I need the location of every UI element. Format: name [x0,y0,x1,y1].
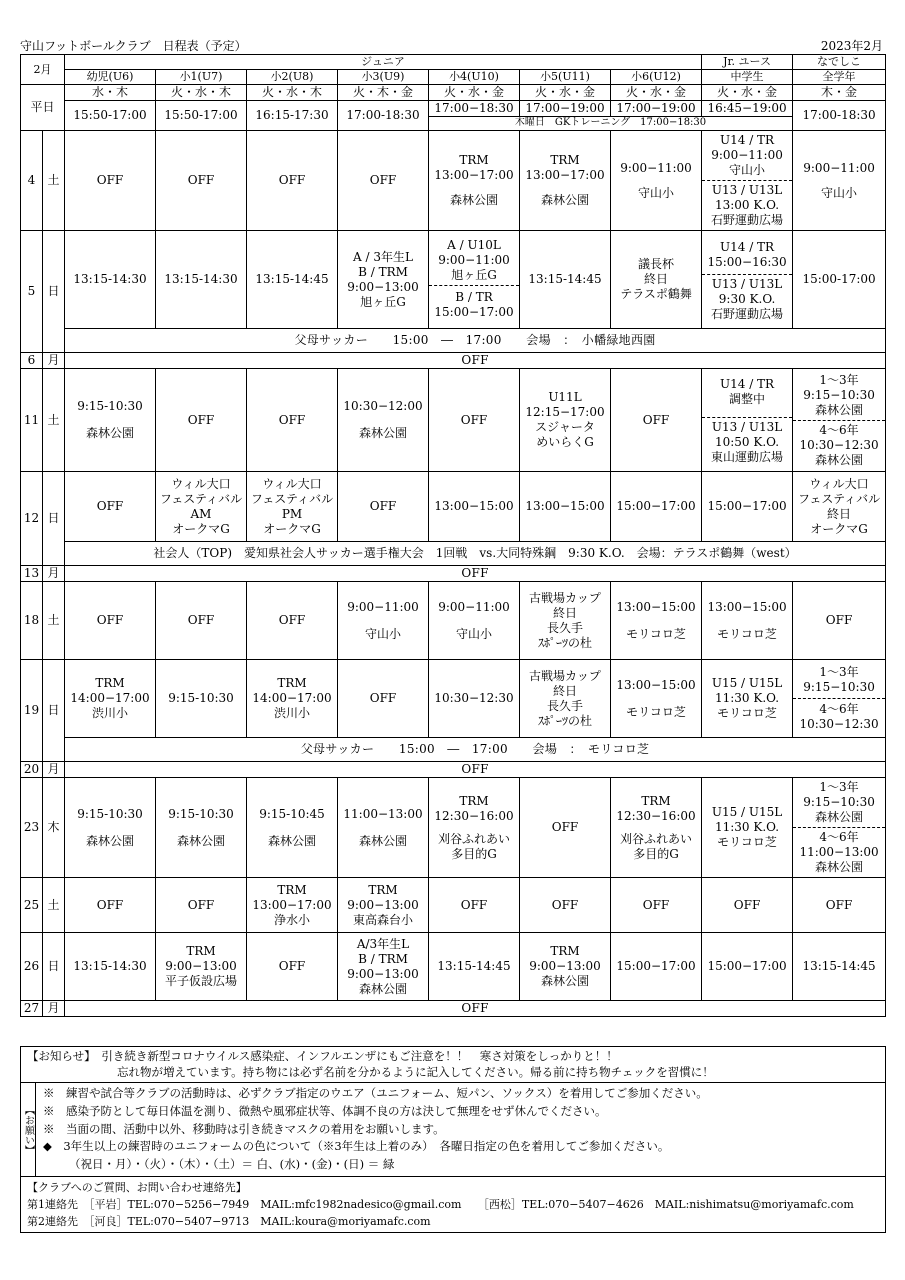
schedule-cell: ウィル大口 フェスティバル 終日 オークマG [793,472,886,542]
schedule-table [20,54,886,1017]
schedule-cell: OFF [65,472,156,542]
schedule-cell: 13:15-14:45 [793,933,886,1001]
off-banner: OFF [65,353,886,369]
schedule-cell: 11:00−13:00 森林公園 [338,778,429,878]
schedule-cell: 13:15-14:45 [429,933,520,1001]
schedule-cell: U15 / U15L 11:30 K.O. モリコロ芝 [702,778,793,878]
schedule-cell: 15:00-17:00 [793,231,886,329]
schedule-cell: OFF [611,369,702,472]
dow-cell: 土 [43,369,65,472]
class-header: 幼児(U6) [65,70,156,85]
notice-box [20,1046,886,1233]
schedule-cell: OFF [429,878,520,933]
schedule-cell: 議長杯 終日 テラスポ鶴舞 [611,231,702,329]
dow-cell: 月 [43,762,65,778]
date-cell: 25 [21,878,43,933]
schedule-cell: OFF [156,131,247,231]
dow-cell: 日 [43,472,65,566]
class-header: 小1(U7) [156,70,247,85]
page-date: 2023年2月 [820,39,883,53]
class-header-row [21,70,886,85]
date-cell: 19 [21,660,43,762]
schedule-cell: 13:15-14:30 [65,231,156,329]
schedule-cell: 13:15-14:30 [65,933,156,1001]
contact-section [21,1177,885,1232]
schedule-cell: 13:15-14:45 [247,231,338,329]
event-banner: 社会人（TOP) 愛知県社会人サッカー選手権大会 1回戦 vs.大同特殊鋼 9:30 K.O. 会場：テラスポ鶴舞（west） [65,542,886,566]
dow-cell: 月 [43,566,65,582]
class-header: 全学年 [793,70,886,85]
schedule-cell: TRM 12:30−16:00 刈谷ふれあい 多目的G [429,778,520,878]
dow-cell: 日 [43,660,65,762]
schedule-cell-split: 1〜3年 9:15−10:30 森林公園 4〜6年 11:00−13:00 森林公園 [793,778,886,878]
weekday-days: 火・水・金 [520,85,611,101]
event-banner: 父母サッカー 15:00 ― 17:00 会場 ： モリコロ芝 [65,738,886,762]
schedule-cell: TRM 14:00−17:00 渋川小 [247,660,338,738]
date-cell: 13 [21,566,43,582]
schedule-cell: 15:00−17:00 [611,933,702,1001]
weekday-time: 17:00−19:00 [520,101,611,117]
weekday-time: 15:50-17:00 [65,101,156,131]
dow-cell: 月 [43,1001,65,1017]
dow-cell: 木 [43,778,65,878]
weekday-days: 火・水・金 [429,85,520,101]
schedule-cell: 9:15-10:30 森林公園 [65,778,156,878]
schedule-cell: OFF [156,582,247,660]
schedule-cell-split: U14 / TR 調整中 U13 / U13L 10:50 K.O. 東山運動広場 [702,369,793,472]
class-header: 小5(U11) [520,70,611,85]
weekday-label: 平日 [21,85,65,131]
schedule-cell: 10:30−12:30 [429,660,520,738]
group-nadeshiko: なでしこ [793,55,886,70]
schedule-cell: TRM 13:00−17:00 森林公園 [429,131,520,231]
schedule-cell: TRM 12:30−16:00 刈谷ふれあい 多目的G [611,778,702,878]
schedule-cell: 13:00−15:00 モリコロ芝 [702,582,793,660]
weekday-time: 17:00−18:30 [429,101,520,117]
date-cell: 4 [21,131,43,231]
schedule-cell: 9:00−11:00 守山小 [793,131,886,231]
schedule-cell-split: A / U10L 9:00−11:00 旭ヶ丘G B / TR 15:00−17:00 [429,231,520,329]
schedule-cell: OFF [247,582,338,660]
off-banner: OFF [65,566,886,582]
schedule-cell-split: 1〜3年 9:15−10:30 森林公園 4〜6年 10:30−12:30 森林公園 [793,369,886,472]
schedule-cell: TRM 14:00−17:00 渋川小 [65,660,156,738]
schedule-cell: 10:30−12:00 森林公園 [338,369,429,472]
request-item: （祝日・月）・（火）・（木）・（土）＝ 白、(水)・(金)・(日) ＝ 緑 [69,1157,395,1172]
class-header: 中学生 [702,70,793,85]
date-cell: 12 [21,472,43,566]
dow-cell: 日 [43,933,65,1001]
weekday-time: 16:45−19:00 [702,101,793,117]
schedule-cell: 9:15-10:30 [156,660,247,738]
contact-line: 第2連絡先 ［河良］TEL:070−5407−9713 MAIL:koura@moriyamafc.com [27,1215,431,1229]
schedule-cell-split: 1〜3年 9:15−10:30 4〜6年 10:30−12:30 [793,660,886,738]
event-banner: 父母サッカー 15:00 ― 17:00 会場 ： 小幡緑地西園 [65,329,886,353]
schedule-cell: A / 3年生L B / TRM 9:00−13:00 旭ヶ丘G [338,231,429,329]
schedule-cell: ウィル大口 フェスティバル AM オークマG [156,472,247,542]
class-header: 小6(U12) [611,70,702,85]
request-item: ※ 感染予防として毎日体温を測り、微熱や風邪症状等、体調不良の方は決して無理をせず休んでください。 [43,1103,607,1118]
schedule-cell: OFF [65,582,156,660]
weekday-days: 火・木・金 [338,85,429,101]
date-cell: 6 [21,353,43,369]
schedule-cell: 9:15-10:30 森林公園 [156,778,247,878]
schedule-cell: OFF [338,472,429,542]
schedule-cell: 13:00−15:00 モリコロ芝 [611,582,702,660]
contact-line: 第1連絡先 ［平岩］TEL:070−5256−7949 MAIL:mfc1982nadesico@gmail.com ［西松］TEL:070−5407−4626 MAIL:nishimatsu@moriyamafc.com [27,1198,854,1212]
off-banner: OFF [65,1001,886,1017]
request-item: ※ 当面の間、活動中以外、移動時は引き続きマスクの着用をお願いします。 [43,1121,445,1136]
schedule-cell: OFF [156,878,247,933]
date-cell: 18 [21,582,43,660]
schedule-cell-split: U14 / TR 9:00−11:00 守山小 U13 / U13L 13:00 K.O. 石野運動広場 [702,131,793,231]
date-cell: 23 [21,778,43,878]
schedule-cell: 13:00−15:00 [520,472,611,542]
schedule-cell: OFF [429,369,520,472]
weekday-days: 水・木 [65,85,156,101]
weekday-time: 15:50-17:00 [156,101,247,131]
schedule-cell: TRM 9:00−13:00 森林公園 [520,933,611,1001]
schedule-cell: OFF [793,582,886,660]
date-cell: 11 [21,369,43,472]
schedule-cell: ウィル大口 フェスティバル PM オークマG [247,472,338,542]
weekday-days: 火・水・木 [156,85,247,101]
dow-cell: 土 [43,582,65,660]
schedule-cell: TRM 9:00−13:00 平子仮設広場 [156,933,247,1001]
notice-label: 【お知らせ】 [27,1049,90,1063]
weekday-time: 17:00−19:00 [611,101,702,117]
weekday-time: 17:00-18:30 [793,101,886,131]
schedule-cell: 15:00−17:00 [702,472,793,542]
class-header: 小4(U10) [429,70,520,85]
weekday-days: 火・水・木 [247,85,338,101]
requests-section [21,1083,885,1177]
schedule-cell: 9:15-10:45 森林公園 [247,778,338,878]
weekday-days: 火・水・金 [611,85,702,101]
schedule-cell: 15:00−17:00 [611,472,702,542]
weekday-time: 17:00-18:30 [338,101,429,131]
schedule-cell: 9:00−11:00 守山小 [611,131,702,231]
schedule-cell: OFF [65,131,156,231]
off-banner: OFF [65,762,886,778]
schedule-cell: 古戦場カップ 終日 長久手 ｽﾎﾟｰﾂの杜 [520,582,611,660]
schedule-cell: OFF [793,878,886,933]
schedule-cell: OFF [338,660,429,738]
page-title: 守山フットボールクラブ 日程表（予定） [20,39,247,53]
schedule-cell: OFF [156,369,247,472]
schedule-cell: OFF [247,933,338,1001]
schedule-cell: OFF [247,369,338,472]
date-cell: 20 [21,762,43,778]
schedule-cell-split: U14 / TR 15:00−16:30 U13 / U13L 9:30 K.O. 石野運動広場 [702,231,793,329]
requests-label: 【お願い】 [21,1083,36,1176]
notice-line: 忘れ物が増えています。持ち物には必ず名前を分かるように記入してください。帰る前に持ち物チェックを習慣に！ [117,1064,714,1079]
date-cell: 27 [21,1001,43,1017]
schedule-cell: 13:00−15:00 モリコロ芝 [611,660,702,738]
schedule-cell: 13:00−15:00 [429,472,520,542]
group-junior: ジュニア [65,55,702,70]
schedule-cell: 9:00−11:00 守山小 [338,582,429,660]
dow-cell: 土 [43,878,65,933]
schedule-cell: U11L 12:15−17:00 スジャータ めいらくG [520,369,611,472]
schedule-cell: 15:00−17:00 [702,933,793,1001]
dow-cell: 日 [43,231,65,353]
schedule-cell: OFF [520,878,611,933]
schedule-cell: 13:15-14:30 [156,231,247,329]
date-cell: 5 [21,231,43,353]
dow-cell: 月 [43,353,65,369]
schedule-cell: OFF [702,878,793,933]
request-item: ※ 練習や試合等クラブの活動時は、必ずクラブ指定のウエア（ユニフォーム、短パン、ソックス）を着用してご参加ください。 [43,1086,708,1101]
schedule-cell: 13:15-14:45 [520,231,611,329]
schedule-cell: OFF [338,131,429,231]
schedule-cell: TRM 13:00−17:00 浄水小 [247,878,338,933]
month-cell: 2月 [21,55,65,85]
request-item: ◆ 3年生以上の練習時のユニフォームの色について（※3年生は上着のみ） 各曜日指定の色を着用してご参加ください。 [43,1139,670,1154]
schedule-cell: OFF [247,131,338,231]
schedule-cell: OFF [520,778,611,878]
weekday-days: 木・金 [793,85,886,101]
schedule-cell: A/3年生L B / TRM 9:00−13:00 森林公園 [338,933,429,1001]
class-header: 小3(U9) [338,70,429,85]
gk-training-note: 木曜日 GKトレーニング 17:00−18:30 [429,117,793,131]
date-cell: 26 [21,933,43,1001]
schedule-cell: 古戦場カップ 終日 長久手 ｽﾎﾟｰﾂの杜 [520,660,611,738]
weekday-time: 16:15-17:30 [247,101,338,131]
dow-cell: 土 [43,131,65,231]
schedule-cell: U15 / U15L 11:30 K.O. モリコロ芝 [702,660,793,738]
notice-line: 引き続き新型コロナウイルス感染症、インフルエンザにもご注意を！！ 寒さ対策をしっかりと！！ [101,1049,618,1063]
schedule-cell: TRM 9:00−13:00 東高森台小 [338,878,429,933]
contact-label: 【クラブへのご質問、お問い合わせ連絡先】 [27,1181,247,1195]
schedule-cell: TRM 13:00−17:00 森林公園 [520,131,611,231]
schedule-cell: 9:00−11:00 守山小 [429,582,520,660]
schedule-cell: 9:15-10:30 森林公園 [65,369,156,472]
weekday-days: 火・水・金 [702,85,793,101]
schedule-cell: OFF [611,878,702,933]
group-youth: Jr. ユース [702,55,793,70]
class-header: 小2(U8) [247,70,338,85]
schedule-cell: OFF [65,878,156,933]
